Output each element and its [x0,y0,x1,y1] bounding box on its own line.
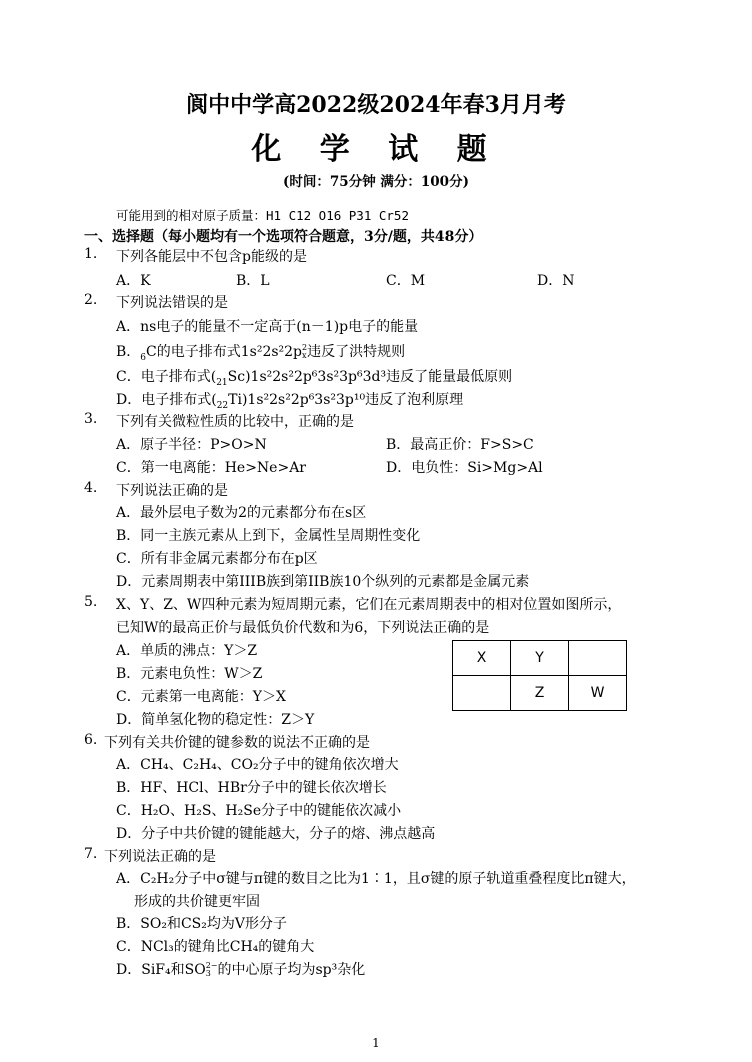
q5-option-a: A．单质的沸点：Y＞Z [116,643,258,659]
q5-option-c: C．元素第一电离能：Y＞X [116,689,286,705]
q2-stem: 下列说法错误的是 [116,295,228,311]
q4-stem: 下列说法正确的是 [116,483,228,499]
q7-stem: 下列说法正确的是 [104,849,216,865]
q7-option-a-line2: 形成的共价键更牢固 [134,894,260,910]
q1-option-c: C．M [386,273,426,289]
q1-option-a: A．K [116,273,151,289]
q7-d-charge: 2− [205,961,218,970]
q2-b-sub2: x [302,351,307,360]
q1-option-d: D．N [537,273,575,289]
q6-option-d: D．分子中共价键的键能越大，分子的熔、沸点越高 [116,826,436,842]
q2-option-b [116,341,405,363]
q7-option-b: B．SO₂和CS₂均为V形分子 [116,916,287,932]
q6-number: 6. [84,732,98,748]
q5-number: 5. [84,594,98,610]
q4-option-b: B．同一主族元素从上到下，金属性呈周期性变化 [116,528,421,544]
q2-b-sup: 2 [302,343,308,352]
q1-number: 1. [84,246,98,262]
q1-stem: 下列各能层中不包含p能级的是 [116,249,307,265]
q3-option-d: D．电负性：Si>Mg>Al [386,460,543,476]
q7-option-c: C．NCl₃的键角比CH₄的键角大 [116,939,315,955]
q5-option-d: D．简单氢化物的稳定性：Z＞Y [116,712,315,728]
subject-title: 化 学 试 题 [251,132,501,167]
q4-option-c: C．所有非金属元素都分布在p区 [116,551,318,567]
q5-stem-line2: 已知W的最高正价与最低负价代数和为6，下列说法正确的是 [116,620,490,636]
exam-title: 阆中中学高2022级2024年春3月月考 [186,92,566,118]
q2-b-post: 违反了洪特规则 [307,344,406,360]
q3-option-c: C．第一电离能：He>Ne>Ar [116,460,307,476]
table-cell: X [453,641,511,676]
table-cell [453,676,511,711]
periodic-position-table [452,640,627,711]
q6-option-b: B．HF、HCl、HBr分子中的键长依次增长 [116,780,387,796]
q2-c-text: Sc)1s²2s²2p⁶3s²3p⁶3d³违反了能量最低原则 [227,369,513,385]
q4-number: 4. [84,480,98,496]
q7-d-subscript: 3 [205,969,211,978]
q2-number: 2. [84,292,98,308]
q7-option-d [116,959,365,979]
table-cell [569,641,627,676]
q2-c-label: C．电子排布式( [116,369,217,385]
q3-option-a: A．原子半径：P>O>N [116,437,267,453]
table-row [453,676,627,711]
q2-d-text: Ti)1s²2s²2p⁶3s²3p¹⁰违反了泡利原理 [228,392,464,408]
q5-option-b: B．元素电负性：W＞Z [116,666,263,682]
q6-stem: 下列有关共价键的键参数的说法不正确的是 [104,735,370,751]
q7-d-post: 的中心原子均为sp³杂化 [217,962,366,978]
q2-d-subscript: 22 [216,400,229,411]
exam-meta: (时间：75分钟 满分：100分) [283,174,469,190]
q2-option-c [116,366,512,388]
q7-number: 7. [84,846,98,862]
section-heading: 一、选择题（每小题均有一个选项符合题意，3分/题，共48分） [84,229,483,245]
q5-stem-line1: X、Y、Z、W四种元素为短周期元素，它们在元素周期表中的相对位置如图所示， [116,597,622,613]
atomic-masses: 可能用到的相对原子质量：H1 C12 O16 P31 Cr52 [116,208,409,223]
q4-option-a: A．最外层电子数为2的元素都分布在s区 [116,505,367,521]
page-number: 1 [372,1036,380,1050]
q2-b-label: B． [116,344,141,360]
q3-number: 3. [84,411,98,427]
q3-stem: 下列有关微粒性质的比较中，正确的是 [116,414,354,430]
table-cell: Y [511,641,569,676]
table-cell: W [569,676,627,711]
table-row [453,641,627,676]
q2-c-subscript: 21 [216,377,228,388]
q3-option-b: B．最高正价：F>S>C [386,437,534,453]
q4-option-d: D．元素周期表中第IIIB族到第IIB族10个纵列的元素都是金属元素 [116,574,530,590]
q1-option-b: B．L [236,273,270,289]
q2-option-a: A．ns电子的能量不一定高于(n－1)p电子的能量 [116,319,419,335]
q7-d-pre: D．SiF₄和SO [116,962,206,978]
q6-option-c: C．H₂O、H₂S、H₂Se分子中的键能依次减小 [116,803,402,819]
q6-option-a: A．CH₄、C₂H₄、CO₂分子中的键角依次增大 [116,757,399,773]
table-cell: Z [511,676,569,711]
q7-option-a-line1: A．C₂H₂分子中σ键与π键的数目之比为1∶1，且σ键的原子轨道重叠程度比π键大， [116,871,636,887]
q2-b-text: C的电子排布式1s²2s²2p [146,344,303,360]
q2-option-d [116,389,463,411]
q2-d-label: D．电子排布式( [116,392,217,408]
q2-b-subscript: 6 [140,352,147,363]
